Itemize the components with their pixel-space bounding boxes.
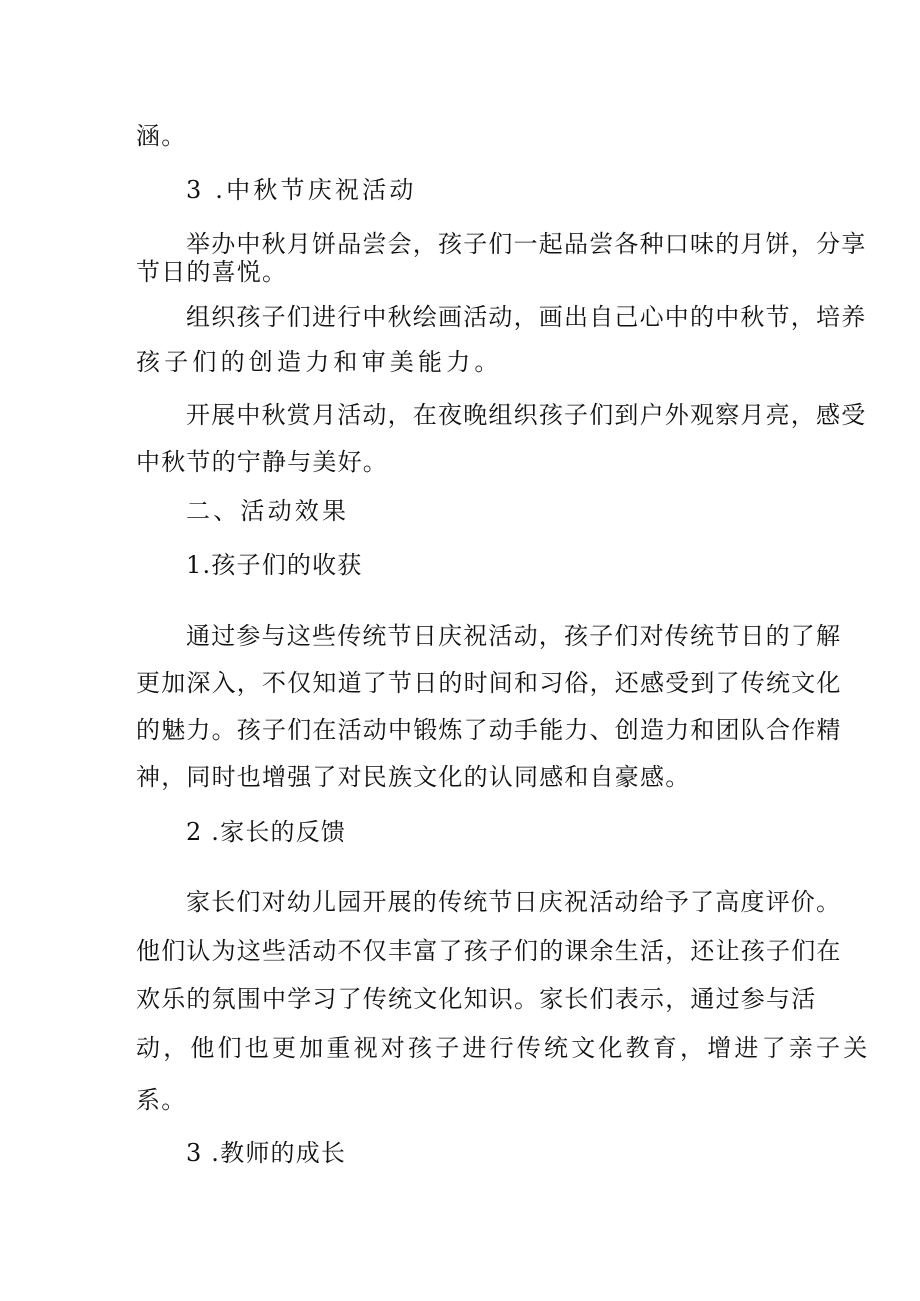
paragraph-line: 涵。 [136, 122, 187, 150]
paragraph-line: 更加深入，不仅知道了节日的时间和习俗，还感受到了传统文化 [136, 669, 842, 697]
paragraph-line: 欢乐的氛围中学习了传统文化知识。家长们表示，通过参与活 [136, 985, 817, 1013]
paragraph-line: 组织孩子们进行中秋绘画活动，画出自己心中的中秋节，培养 [186, 303, 867, 331]
paragraph-line: 他们认为这些活动不仅丰富了孩子们的课余生活，还让孩子们在 [136, 937, 842, 965]
paragraph-line: 通过参与这些传统节日庆祝活动，孩子们对传统节日的了解 [186, 622, 842, 650]
section-heading-mid-autumn: 3 .中秋节庆祝活动 [186, 176, 417, 204]
subsection-heading-children: 1.孩子们的收获 [186, 551, 363, 579]
paragraph-line: 中秋节的宁静与美好。 [136, 448, 388, 476]
paragraph-line: 动，他们也更加重视对孩子进行传统文化教育，增进了亲子关 [136, 1034, 871, 1062]
section-heading-effects: 二、活动效果 [186, 497, 350, 525]
subsection-heading-teachers: 3 .教师的成长 [186, 1139, 347, 1167]
paragraph-line: 家长们对幼儿园开展的传统节日庆祝活动给予了高度评价。 [186, 888, 842, 916]
paragraph-line: 节日的喜悦。 [136, 258, 288, 286]
paragraph-line: 举办中秋月饼品尝会，孩子们一起品尝各种口味的月饼，分享 [186, 230, 867, 258]
paragraph-line: 开展中秋赏月活动，在夜晚组织孩子们到户外观察月亮，感受 [186, 401, 867, 429]
paragraph-line: 神，同时也增强了对民族文化的认同感和自豪感。 [136, 763, 691, 791]
paragraph-line: 孩子们的创造力和审美能力。 [136, 348, 503, 376]
subsection-heading-parents: 2 .家长的反馈 [186, 818, 347, 846]
paragraph-line: 系。 [136, 1086, 187, 1114]
paragraph-line: 的魅力。孩子们在活动中锻炼了动手能力、创造力和团队合作精 [136, 716, 842, 744]
